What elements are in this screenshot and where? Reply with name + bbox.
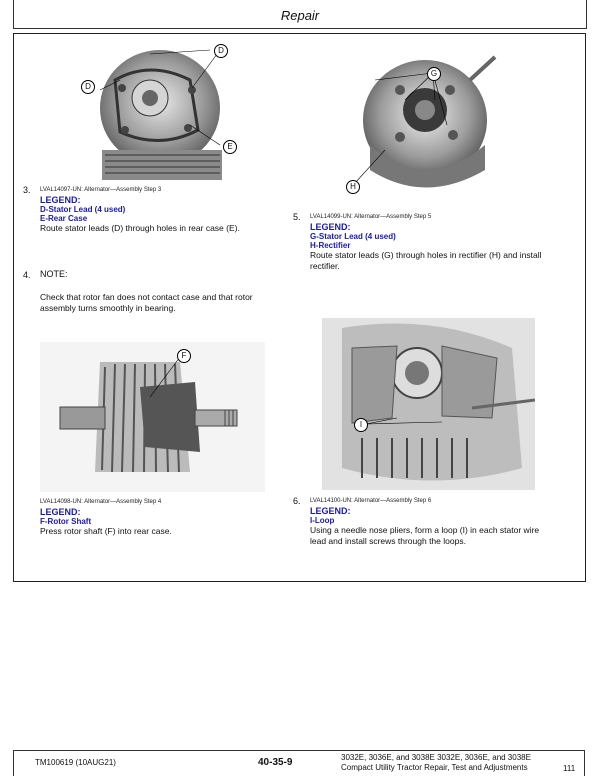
step6-number: 6. [293,496,301,506]
step4-legend-item-f: F-Rotor Shaft [40,517,92,526]
alternator-step3-image [80,40,245,182]
callout-f: F [177,349,191,363]
callout-h: H [346,180,360,194]
step5-number: 5. [293,212,301,222]
step6-caption: LVAL14100-UN: Alternator—Assembly Step 6 [310,498,432,504]
step5-text-line2: rectifier. [310,261,340,271]
step4-note-line1: Check that rotor fan does not contact case and that rotor [40,292,253,302]
footer-doc-id: TM100619 (10AUG21) [35,758,116,767]
page-header-title: Repair [280,8,320,23]
footer-right-edge [584,750,585,776]
step4-number: 4. [23,270,31,280]
step6-legend-item-i: I-Loop [310,516,335,525]
step3-legend-item-e: E-Rear Case [40,214,88,223]
step6-text-line2: lead and install screws through the loops. [310,536,466,546]
step4-note-line2: assembly turns smoothly in bearing. [40,303,176,313]
footer-rule [13,750,585,751]
footer-left-edge [13,750,14,776]
alternator-step5-image [345,45,505,200]
rotor-step4-image [40,342,265,492]
callout-i: I [354,418,368,432]
callout-e: E [223,140,237,154]
callout-d-left: D [81,80,95,94]
callout-d-top: D [214,44,228,58]
step3-legend-item-d: D-Stator Lead (4 used) [40,205,126,214]
step6-legend-title: LEGEND: [310,506,351,516]
step5-legend-title: LEGEND: [310,222,351,232]
step3-caption: LVAL14097-UN: Alternator—Assembly Step 3 [40,187,162,193]
footer-sequence-number: 111 [563,764,576,773]
step4-note-label: NOTE: [40,269,68,279]
step6-text-line1: Using a needle nose pliers, form a loop (I) in each stator wire [310,525,540,535]
alternator-step6-image [322,318,535,490]
step5-legend-item-h: H-Rectifier [310,241,351,250]
footer-subtitle: Compact Utility Tractor Repair, Test and Adjustments [341,763,528,772]
callout-g: G [427,67,441,81]
footer-page-number: 40-35-9 [258,757,293,768]
step4-legend-title: LEGEND: [40,507,81,517]
step3-text: Route stator leads (D) through holes in rear case (E). [40,223,240,233]
footer-models: 3032E, 3036E, and 3038E 3032E, 3036E, and 3038E [341,753,531,762]
step5-text-line1: Route stator leads (G) through holes in rectifier (H) and install [310,250,542,260]
step4-text: Press rotor shaft (F) into rear case. [40,526,172,536]
step5-legend-item-g: G-Stator Lead (4 used) [310,232,396,241]
step5-caption: LVAL14099-UN: Alternator—Assembly Step 5 [310,214,432,220]
step3-legend-title: LEGEND: [40,195,81,205]
step3-number: 3. [23,185,31,195]
step4-caption: LVAL14098-UN: Alternator—Assembly Step 4 [40,499,162,505]
